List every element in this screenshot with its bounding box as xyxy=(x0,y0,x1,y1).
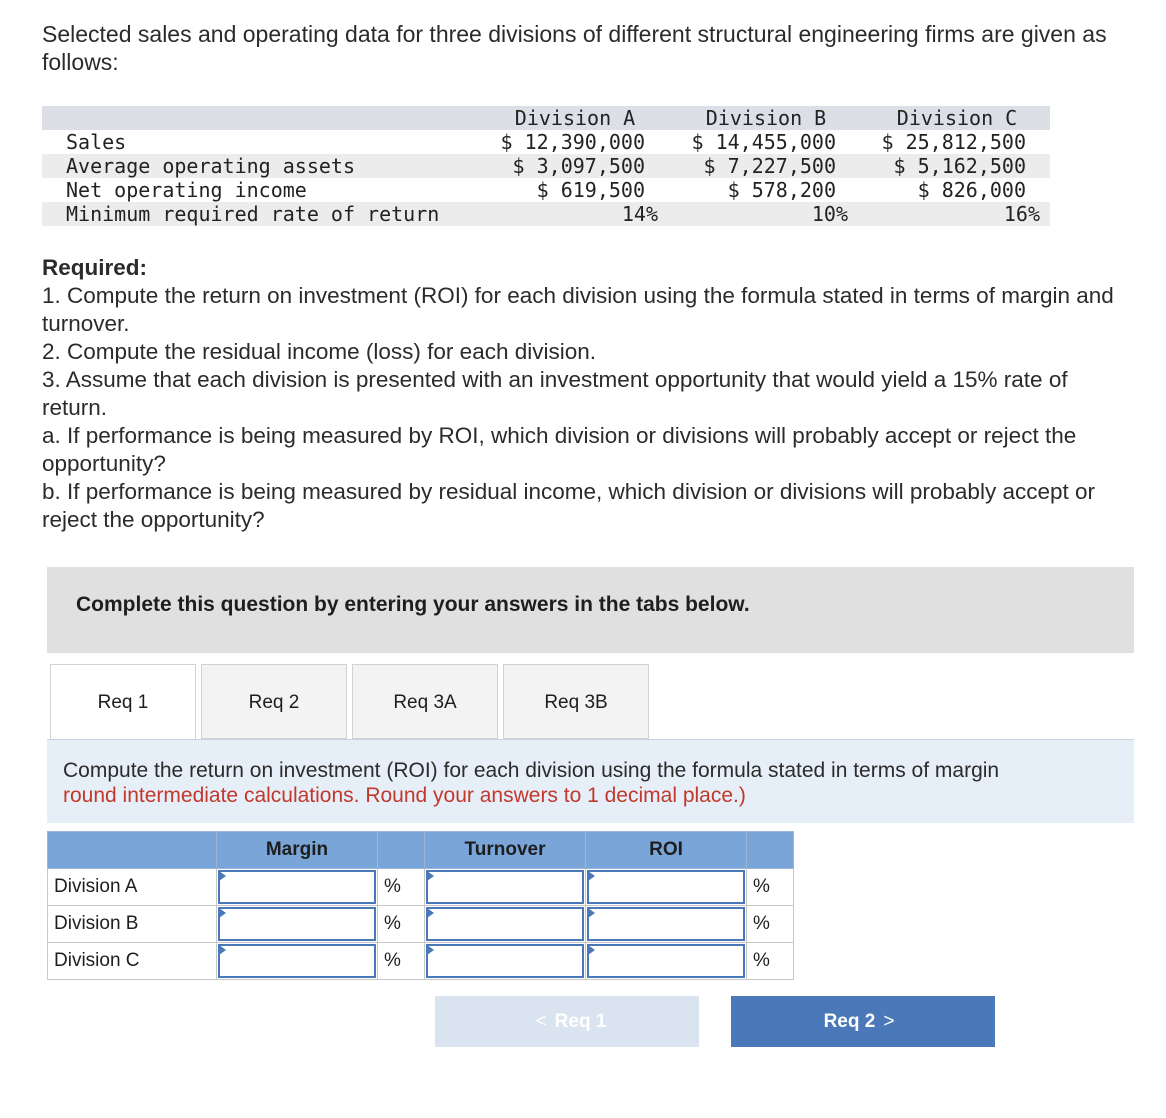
data-row-sales xyxy=(42,130,1050,154)
value-c: $ 5,162,500 xyxy=(893,154,1026,178)
answer-row-division-c xyxy=(48,943,794,980)
tab-req-3b[interactable]: Req 3B xyxy=(503,664,649,739)
required-item-3a: a. If performance is being measured by ROI, which division or divisions will probably accept or reject the opportunity? xyxy=(42,423,1077,476)
row-label: Average operating assets xyxy=(66,154,355,178)
percent-sign: % xyxy=(378,906,425,943)
header-blank xyxy=(48,832,217,869)
value-c: 16% xyxy=(1003,202,1040,226)
value-c: $ 25,812,500 xyxy=(881,130,1026,154)
value-a: $ 12,390,000 xyxy=(500,130,645,154)
value-b: 10% xyxy=(811,202,848,226)
prev-button-label: Req 1 xyxy=(554,1011,607,1032)
margin-input-b[interactable] xyxy=(217,906,378,943)
header-turnover: Turnover xyxy=(425,832,586,869)
answer-table xyxy=(47,831,794,980)
sales-data-table xyxy=(42,106,1050,226)
value-b: $ 14,455,000 xyxy=(691,130,836,154)
required-item-3b: b. If performance is being measured by residual income, which division or divisions will probably accept or reject the opportunity? xyxy=(42,479,1095,532)
intro-text: Selected sales and operating data for three divisions of different structural engineering firms are given as follows: xyxy=(42,21,1107,75)
row-label: Division B xyxy=(48,906,217,943)
row-label: Division C xyxy=(48,943,217,980)
data-row-rate xyxy=(42,202,1050,226)
percent-sign: % xyxy=(747,869,794,906)
next-button[interactable] xyxy=(731,996,995,1047)
data-table-header xyxy=(42,106,1050,130)
instruction-line-1: Compute the return on investment (ROI) for each division using the formula stated in terms of margin xyxy=(63,759,1000,782)
instruction-banner xyxy=(47,567,1134,653)
required-item-1: 1. Compute the return on investment (ROI) for each division using the formula stated in terms of margin and turnover. xyxy=(42,283,1114,336)
header-blank-pct xyxy=(378,832,425,869)
row-label: Minimum required rate of return xyxy=(66,202,440,226)
roi-input-b[interactable] xyxy=(586,906,747,943)
turnover-input-c[interactable] xyxy=(425,943,586,980)
data-row-income xyxy=(42,178,1050,202)
turnover-input-b[interactable] xyxy=(425,906,586,943)
header-division-a: Division A xyxy=(514,106,636,130)
value-b: $ 578,200 xyxy=(727,178,836,202)
tab-req-1[interactable]: Req 1 xyxy=(50,664,196,741)
value-a: $ 3,097,500 xyxy=(512,154,645,178)
percent-sign: % xyxy=(747,906,794,943)
roi-input-c[interactable] xyxy=(586,943,747,980)
answer-row-division-a xyxy=(48,869,794,906)
answer-row-division-b xyxy=(48,906,794,943)
row-label: Sales xyxy=(66,130,127,154)
instruction-line-2: round intermediate calculations. Round your answers to 1 decimal place.) xyxy=(63,784,746,807)
required-section xyxy=(42,254,1132,534)
percent-sign: % xyxy=(378,943,425,980)
roi-input-a[interactable] xyxy=(586,869,747,906)
header-roi: ROI xyxy=(586,832,747,869)
header-division-b: Division B xyxy=(705,106,827,130)
prev-button xyxy=(435,996,699,1047)
required-title: Required: xyxy=(42,255,148,280)
row-label: Net operating income xyxy=(66,178,307,202)
required-item-2: 2. Compute the residual income (loss) for each division. xyxy=(42,339,597,364)
header-blank-pct xyxy=(747,832,794,869)
value-a: 14% xyxy=(621,202,658,226)
data-row-assets xyxy=(42,154,1050,178)
margin-input-a[interactable] xyxy=(217,869,378,906)
header-margin: Margin xyxy=(217,832,378,869)
percent-sign: % xyxy=(747,943,794,980)
tab-req-2[interactable]: Req 2 xyxy=(201,664,347,739)
percent-sign: % xyxy=(378,869,425,906)
header-division-c: Division C xyxy=(896,106,1018,130)
value-b: $ 7,227,500 xyxy=(703,154,836,178)
row-label: Division A xyxy=(48,869,217,906)
value-a: $ 619,500 xyxy=(536,178,645,202)
required-item-3: 3. Assume that each division is presented with an investment opportunity that would yield a 15% rate of return. xyxy=(42,367,1068,420)
answer-header-row xyxy=(48,832,794,869)
next-button-label: Req 2 xyxy=(823,1011,876,1032)
value-c: $ 826,000 xyxy=(917,178,1026,202)
chevron-right-icon: > xyxy=(883,1011,895,1032)
chevron-left-icon: < xyxy=(535,1011,547,1032)
question-instructions xyxy=(47,739,1134,823)
turnover-input-a[interactable] xyxy=(425,869,586,906)
banner-text: Complete this question by entering your answers in the tabs below. xyxy=(76,593,750,616)
margin-input-c[interactable] xyxy=(217,943,378,980)
tab-req-3a[interactable]: Req 3A xyxy=(352,664,498,739)
